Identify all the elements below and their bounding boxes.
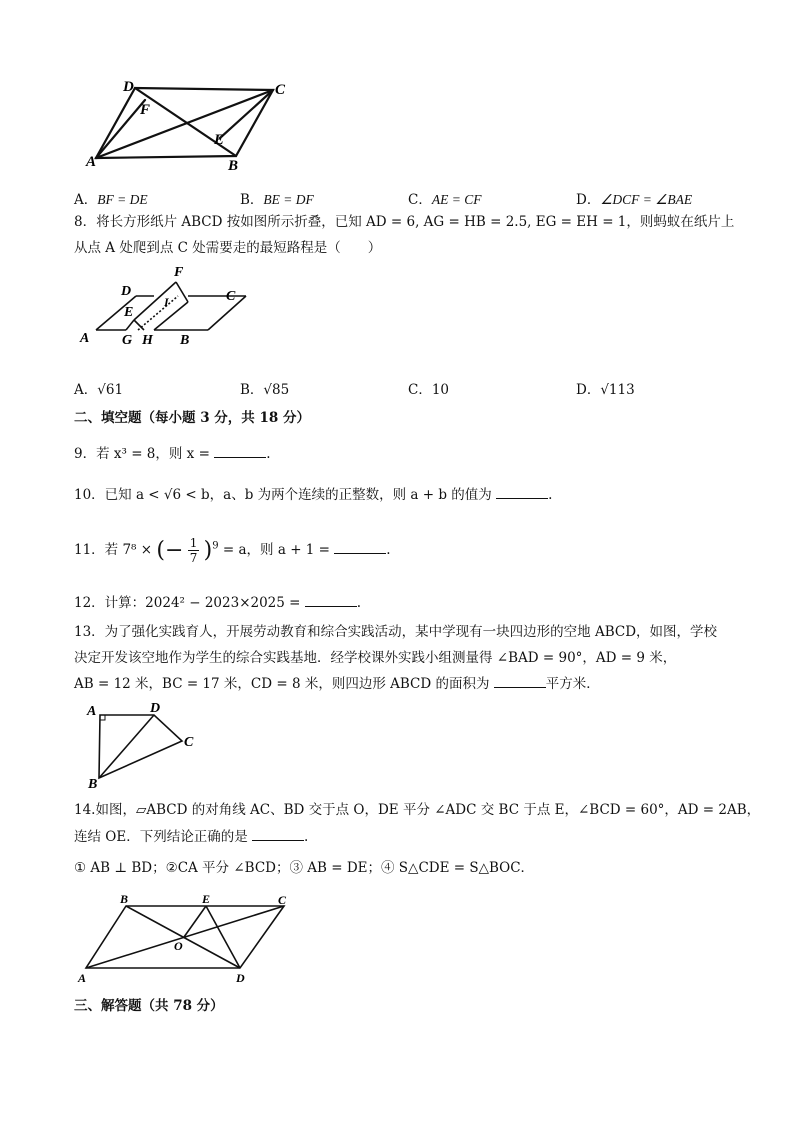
q11-question: 11．若 7⁸ × (− $\frac{1}{7}$ )$^9$ = a，则 a + 1 = . [74, 536, 391, 565]
section2-title: 二、填空题（每小题 3 分，共 18 分） [74, 410, 310, 426]
q14-statements: ① AB ⊥ BD；②CA 平分 ∠BCD；③ AB = DE；④ S△CDE = S△BOC． [74, 860, 535, 876]
q11-left-paren: (− [156, 537, 184, 563]
q8-option-c: C．10 [408, 382, 450, 398]
q12-question: 12．计算：2024² − 2023×2025 = . [74, 592, 361, 613]
q13-answer-blank[interactable] [494, 673, 546, 688]
q14-label-O: O [174, 939, 183, 953]
q14-label-A: A [78, 971, 87, 985]
q14-label-B: B [120, 892, 129, 906]
q8-option-b: B．√85 [240, 382, 290, 398]
q11-answer-blank[interactable] [334, 539, 386, 554]
q7-label-F: F [140, 102, 151, 118]
q8-label-B: B [180, 333, 190, 348]
q13-label-C: C [184, 735, 194, 750]
q9-answer-blank[interactable] [214, 443, 266, 458]
q8-label-H: H [142, 333, 153, 348]
q12-answer-blank[interactable] [305, 592, 357, 607]
q14-answer-blank[interactable] [252, 826, 304, 841]
q8-option-d: D．√113 [576, 382, 635, 398]
q13-question-line2: 决定开发该空地作为学生的综合实践基地．经学校课外实践小组测量得 ∠BAD = 90°，AD = 9 米， [74, 650, 677, 666]
q13-label-D: D [150, 701, 161, 716]
q13-quadrilateral-figure [82, 698, 212, 794]
q13-label-B: B [88, 777, 98, 792]
q14-label-E: E [202, 892, 211, 906]
q8-question-line2: 从点 A 处爬到点 C 处需要走的最短路程是（ ） [74, 240, 382, 256]
q7-parallelogram-figure [78, 78, 298, 178]
q14-question-line1: 14.如图，▱ABCD 的对角线 AC、BD 交于点 O，DE 平分 ∠ADC 交 BC 于点 E，∠BCD = 60°，AD = 2AB， [74, 802, 761, 818]
q7-label-A: A [86, 154, 97, 170]
q14-label-D: D [236, 971, 245, 985]
q8-label-G: G [122, 333, 133, 348]
q9-question: 9．若 x³ = 8，则 x = . [74, 443, 271, 464]
q13-question-line1: 13．为了强化实践育人，开展劳动教育和综合实践活动，某中学现有一块四边形的空地 ABCD，如图，学校 [74, 624, 718, 640]
section3-title: 三、解答题（共 78 分） [74, 998, 224, 1014]
q10-question: 10．已知 a < √6 < b，a、b 为两个连续的正整数，则 a + b 的值为 . [74, 484, 552, 505]
q7-label-D: D [123, 79, 134, 95]
q8-label-D: D [121, 284, 132, 299]
q8-label-A: A [80, 331, 90, 346]
q7-label-C: C [275, 82, 286, 98]
q7-option-b: B．BE = DF [240, 192, 314, 208]
q14-parallelogram-figure [74, 888, 294, 988]
q7-label-E: E [214, 132, 225, 148]
q8-folded-paper-figure [76, 262, 256, 348]
q11-right-paren: ) [203, 537, 213, 563]
q10-answer-blank[interactable] [496, 484, 548, 499]
q8-label-C: C [226, 289, 236, 304]
q7-option-c: C．AE = CF [408, 192, 482, 208]
q8-option-a: A．√61 [74, 382, 124, 398]
q8-label-E: E [124, 305, 134, 320]
q11-fraction: $\frac{1}{7}$ [189, 536, 198, 565]
q8-label-F: F [174, 265, 184, 280]
q8-label-I: I [164, 295, 169, 309]
q7-option-a: A．BF = DE [74, 192, 148, 208]
q14-label-C: C [278, 893, 287, 907]
q11-exponent: 9 [212, 540, 219, 552]
q7-option-d: D．∠DCF = ∠BAE [576, 192, 693, 208]
q13-question-line3: AB = 12 米，BC = 17 米，CD = 8 米，则四边形 ABCD 的面积为 平方米． [74, 673, 600, 694]
q14-question-line2: 连结 OE．下列结论正确的是 . [74, 826, 308, 847]
q8-question-line1: 8．将长方形纸片 ABCD 按如图所示折叠，已知 AD = 6, AG = HB = 2.5, EG = EH = 1，则蚂蚁在纸片上 [74, 214, 735, 230]
q13-label-A: A [87, 704, 97, 719]
q7-label-B: B [228, 158, 239, 174]
